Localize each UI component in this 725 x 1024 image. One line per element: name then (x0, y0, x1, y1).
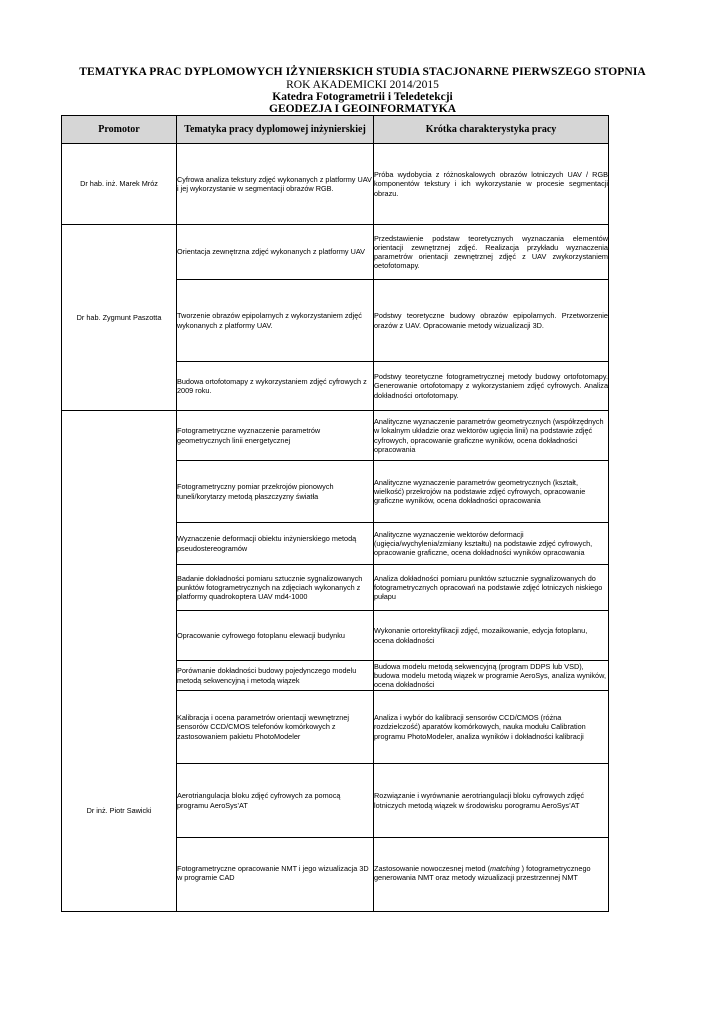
topic-cell (177, 691, 374, 764)
topic-text: Cyfrowa analiza tekstury zdjęć wykonanych z platformy UAV i jej wykorzystanie w segmentacji obrazów RGB. (177, 174, 372, 193)
description-text: Analiza dokładności pomiaru punktów sztucznie sygnalizowanych do fotogrametrycznych opracowań na podstawie zdjęć lotniczych niskiego pułapu (374, 573, 603, 602)
topic-cell (177, 144, 374, 225)
topic-text: Opracowanie cyfrowego fotoplanu elewacji budynku (177, 630, 345, 640)
topic-cell (177, 362, 374, 411)
description-text: Przedstawienie podstaw teoretycznych wyznaczania elementów orientacji zewnętrznej zdjęć. Realizacja przykładu wyznaczenia parametrów orientacji zewnętrznej zdjęć z UAV zwykorzystaniem oetofotomapy. (374, 233, 608, 271)
description-cell (374, 523, 609, 565)
topic-cell (177, 523, 374, 565)
promotor-name: Dr hab. inż. Marek Mróz (80, 179, 158, 189)
topic-text: Fotogrametryczne opracowanie NMT i jego wizualizacja 3D w programie CAD (177, 864, 369, 883)
description-cell (374, 565, 609, 611)
topic-cell (177, 461, 374, 523)
topic-cell (177, 661, 374, 691)
description-text: Podstwy teoretyczne budowy obrazów epipolarnych. Przetworzenie orazów z UAV. Opracowanie metody wizualizacji 3D. (374, 311, 608, 330)
promotor-cell (62, 144, 177, 225)
topic-cell (177, 838, 374, 912)
column-header-promotor: Promotor (62, 116, 177, 144)
thesis-topics-table (61, 115, 609, 912)
topic-text: Wyznaczenie deformacji obiektu inżynierskiego metodą pseudostereogramów (177, 534, 357, 553)
promotor-name: Dr inż. Piotr Sawicki (86, 806, 152, 816)
table-row (62, 225, 609, 280)
topic-text: Fotogrametryczny pomiar przekrojów pionowych tuneli/korytarzy metodą płaszczyzny światła (177, 482, 334, 501)
description-cell (374, 691, 609, 764)
topic-text: Kalibracja i ocena parametrów orientacji wewnętrznej sensorów CCD/CMOS telefonów komórkowych z zastosowaniem pakietu PhotoModeler (177, 713, 349, 741)
description-cell (374, 144, 609, 225)
description-cell (374, 611, 609, 661)
topic-cell (177, 611, 374, 661)
description-text: Wykonanie ortorektyfikacji zdjęć, mozaikowanie, edycja fotoplanu, ocena dokładności (374, 626, 588, 645)
field-of-study: GEODEZJA I GEOINFORMATYKA (269, 103, 456, 115)
description-text: Zastosowanie nowoczesnej metod (matching ) fotogrametrycznego generowania NMT oraz metody wizualizacji przestrzennej NMT (374, 864, 591, 883)
topic-text: Budowa ortofotomapy z wykorzystaniem zdjęć cyfrowych z 2009 roku. (177, 376, 367, 395)
promotor-name: Dr hab. Zygmunt Paszotta (76, 312, 162, 322)
column-header-topic: Tematyka pracy dyplomowej inżynierskiej (177, 116, 374, 144)
topic-text: Orientacja zewnętrzna zdjęć wykonanych z platformy UAV (177, 247, 366, 257)
topic-cell (177, 280, 374, 362)
topic-cell (177, 411, 374, 461)
promotor-cell (62, 411, 177, 912)
topic-text: Aerotriangulacja bloku zdjęć cyfrowych za pomocą programu AeroSys’AT (177, 791, 341, 810)
topic-cell (177, 565, 374, 611)
topic-text: Fotogrametryczne wyznaczenie parametrów geometrycznych linii energetycznej (177, 426, 321, 445)
description-cell (374, 661, 609, 691)
topic-text: Tworzenie obrazów epipolarnych z wykorzystaniem zdjęć wykonanych z platformy UAV. (177, 311, 362, 330)
table-header-row (62, 116, 609, 144)
column-header-description: Krótka charakterystyka pracy (374, 116, 609, 144)
table-row (62, 411, 609, 461)
description-text: Analityczne wyznaczenie wektorów deformacji (ugięcia/wychylenia/zmiany kształtu) na podstawie zdjęć cyfrowych, opracowanie graficzne, ocena dokładności wyników opracowania (374, 529, 593, 558)
description-cell (374, 225, 609, 280)
description-text: Podstwy teoretyczne fotogrametrycznej metody budowy ortofotomapy. Generowanie ortofotomapy z wykorzystaniem zdjęć cyfrowych. Analiza dokładności ortofotomapy. (374, 372, 608, 400)
academic-year: ROK AKADEMICKI 2014/2015 (286, 79, 439, 91)
description-text: Analityczne wyznaczenie parametrów geometrycznych (współrzędnych w lokalnym układzie oraz wektorów ugięcia linii) na podstawie zdjęć cyfrowych, opracowanie graficzne wyników, ocena dokładności opracowania (374, 417, 604, 454)
table-row (62, 144, 609, 225)
document-title: TEMATYKA PRAC DYPLOMOWYCH IŻYNIERSKICH STUDIA STACJONARNE PIERWSZEGO STOPNIA (79, 66, 646, 78)
description-text: Budowa modelu metodą sekwencyjną (program DDPS lub VSD), budowa modelu metodą wiązek w programie AeroSys, analiza wyników, ocena dokładności (374, 661, 606, 690)
description-cell (374, 461, 609, 523)
description-cell (374, 280, 609, 362)
promotor-cell (62, 225, 177, 411)
topic-text: Badanie dokładności pomiaru sztucznie sygnalizowanych punktów fotogrametrycznych na zdjęciach wykonanych z platformy quadrokoptera UAV md4-1000 (177, 573, 363, 602)
topic-cell (177, 225, 374, 280)
department-name: Katedra Fotogrametrii i Teledetekcji (272, 91, 453, 103)
topic-cell (177, 764, 374, 838)
description-cell (374, 838, 609, 912)
description-text: Próba wydobycia z różnoskalowych obrazów lotniczych UAV / RGB komponentów tekstury i ich wykorzystanie w procesie segmentacji obrazu. (374, 170, 608, 198)
description-text: Rozwiązanie i wyrównanie aerotriangulacji bloku cyfrowych zdjęć lotniczych metodą wiązek w środowisku porogramu AeroSys’AT (374, 791, 585, 810)
topic-text: Porównanie dokładności budowy pojedynczego modelu metodą sekwencyjną i metodą wiązek (177, 666, 357, 685)
description-text: Analityczne wyznaczenie parametrów geometrycznych (kształt, wielkość) przekrojów na podstawie zdjęć cyfrowych, opracowanie graficzne wyników, ocena dokładności opracowania (374, 477, 586, 506)
description-cell (374, 764, 609, 838)
description-cell (374, 411, 609, 461)
description-cell (374, 362, 609, 411)
description-text: Analiza i wybór do kalibracji sensorów CCD/CMOS (różna rozdzielczość) aparatów komórkowych, nauka modułu Calibration programu PhotoModeler, analiza wyników i dokładności kalibracji (374, 713, 586, 741)
